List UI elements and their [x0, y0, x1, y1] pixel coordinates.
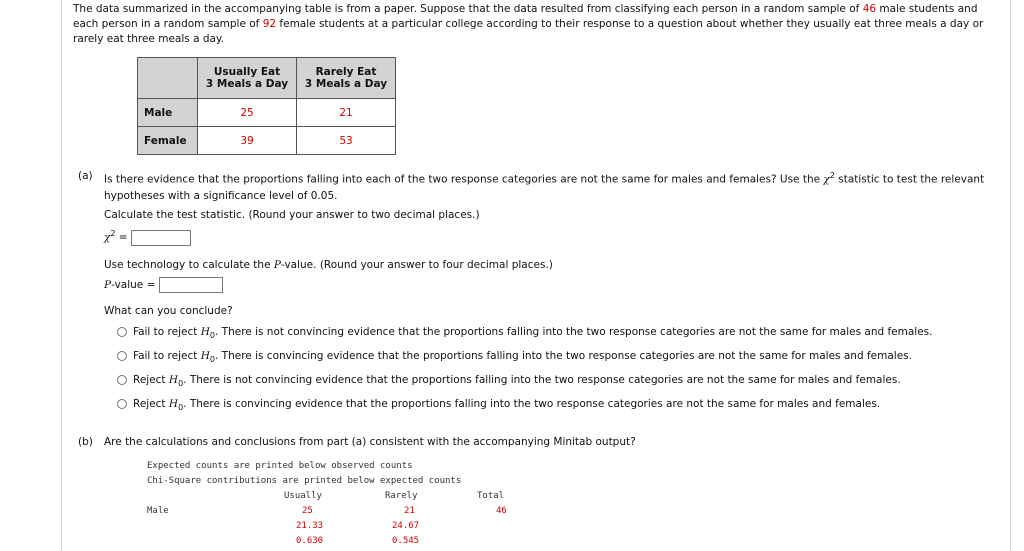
minitab-observed-total: 46 — [496, 506, 507, 516]
minitab-expected-usually: 21.33 — [296, 521, 324, 531]
option-verb: Fail to reject — [133, 326, 201, 338]
p-value-label-p: P — [104, 279, 112, 291]
column-header-usually-line2: 3 Meals a Day — [205, 78, 289, 90]
p-value-input[interactable] — [159, 277, 223, 293]
h0-symbol: H — [168, 398, 179, 410]
male-sample-size: 46 — [862, 3, 877, 15]
chi-equals: = — [115, 231, 128, 244]
question-page — [61, 0, 1011, 551]
radio-button[interactable] — [117, 399, 127, 409]
minitab-header-usually: Usually — [284, 491, 322, 501]
cell-female-rarely: 53 — [297, 127, 396, 155]
p-value-row — [104, 277, 223, 293]
conclusion-option-1[interactable] — [117, 324, 933, 340]
chi-label: χ — [104, 231, 111, 244]
h0-symbol: H — [200, 350, 210, 362]
chi-symbol: χ — [823, 173, 830, 186]
minitab-row-male: Male — [147, 506, 169, 516]
table-corner-cell — [138, 58, 198, 99]
female-sample-size: 92 — [262, 18, 277, 30]
option-text: . There is convincing evidence that the proportions falling into the two response categories are not the same for males and females. — [214, 350, 912, 362]
column-header-usually — [198, 58, 297, 99]
minitab-line-1: Expected counts are printed below observed counts — [147, 461, 413, 471]
h0-subscript: 0 — [178, 403, 184, 413]
intro-text-1: The data summarized in the accompanying table is from a paper. Suppose that the data resulted from classifying each person in a random sample of — [73, 3, 863, 15]
conclusion-option-3[interactable] — [117, 372, 901, 388]
column-header-rarely-line2: 3 Meals a Day — [304, 78, 388, 90]
h0-symbol: H — [200, 326, 210, 338]
option-text: . There is convincing evidence that the proportions falling into the two response categories are not the same for males and females. — [183, 398, 881, 410]
cell-male-rarely: 21 — [297, 99, 396, 127]
table-row — [138, 99, 396, 127]
minitab-chisq-rarely: 0.545 — [392, 536, 420, 546]
minitab-observed-rarely: 21 — [404, 506, 415, 516]
column-header-usually-line1: Usually Eat — [213, 66, 281, 78]
chi-square-row: $\chi^2$ = — [104, 229, 191, 246]
part-a-question: Is there evidence that the proportions falling into each of the two response categories are not the same for males and females? Use the $\chi^2$ statistic to test the relevant hypotheses with a significance level of 0.05. — [104, 171, 985, 202]
h0-symbol: H — [168, 374, 179, 386]
part-b — [78, 434, 998, 450]
radio-button[interactable] — [117, 375, 127, 385]
column-header-rarely-line1: Rarely Eat — [315, 66, 377, 78]
column-header-rarely — [297, 58, 396, 99]
row-header-female: Female — [138, 127, 198, 155]
tech-prompt-p: P — [273, 259, 281, 271]
data-table — [137, 57, 396, 155]
minitab-expected-rarely: 24.67 — [392, 521, 420, 531]
table-row — [138, 127, 396, 155]
conclude-prompt: What can you conclude? — [104, 305, 233, 317]
conclusion-option-4[interactable] — [117, 396, 880, 412]
minitab-chisq-usually: 0.630 — [296, 536, 324, 546]
conclusion-option-2[interactable] — [117, 348, 912, 364]
calc-prompt: Calculate the test statistic. (Round your answer to two decimal places.) — [104, 209, 480, 221]
minitab-header-rarely: Rarely — [385, 491, 418, 501]
intro-text-3: female students at a particular college according to their response to a question about whether they usually eat three meals a day or rarely eat three meals a day. — [73, 18, 984, 45]
part-a — [78, 168, 998, 204]
row-header-male: Male — [138, 99, 198, 127]
option-verb: Reject — [133, 398, 169, 410]
h0-subscript: 0 — [209, 331, 215, 341]
cell-female-usually: 39 — [198, 127, 297, 155]
tech-prompt-text: Use technology to calculate the — [104, 259, 274, 271]
part-a-label: (a) — [78, 170, 93, 182]
cell-male-usually: 25 — [198, 99, 297, 127]
part-a-question-text-2: statistic to test the relevant hypotheses with a significance level of 0.05. — [104, 173, 985, 202]
p-value-label: -value = — [111, 279, 156, 291]
minitab-header-total: Total — [477, 491, 505, 501]
problem-intro — [73, 2, 1003, 47]
option-text: . There is not convincing evidence that the proportions falling into the two response categories are not the same for males and females. — [183, 374, 901, 386]
part-a-question-text-1: Is there evidence that the proportions falling into each of the two response categories are not the same for males and females? Use the — [104, 173, 824, 186]
intro-text-2: male students and each person in a random sample of — [73, 3, 978, 30]
h0-subscript: 0 — [178, 379, 184, 389]
chi-square-input[interactable] — [131, 230, 191, 246]
tech-prompt — [104, 259, 553, 271]
part-b-label: (b) — [78, 436, 93, 448]
minitab-observed-usually: 25 — [302, 506, 313, 516]
option-verb: Fail to reject — [133, 350, 201, 362]
radio-button[interactable] — [117, 327, 127, 337]
option-text: . There is not convincing evidence that the proportions falling into the two response categories are not the same for males and females. — [214, 326, 933, 338]
h0-subscript: 0 — [209, 355, 215, 365]
tech-prompt-rest: -value. (Round your answer to four decimal places.) — [280, 259, 553, 271]
radio-button[interactable] — [117, 351, 127, 361]
minitab-line-2: Chi-Square contributions are printed below expected counts — [147, 476, 462, 486]
part-b-question: Are the calculations and conclusions from part (a) consistent with the accompanying Minitab output? — [104, 436, 636, 448]
option-verb: Reject — [133, 374, 169, 386]
